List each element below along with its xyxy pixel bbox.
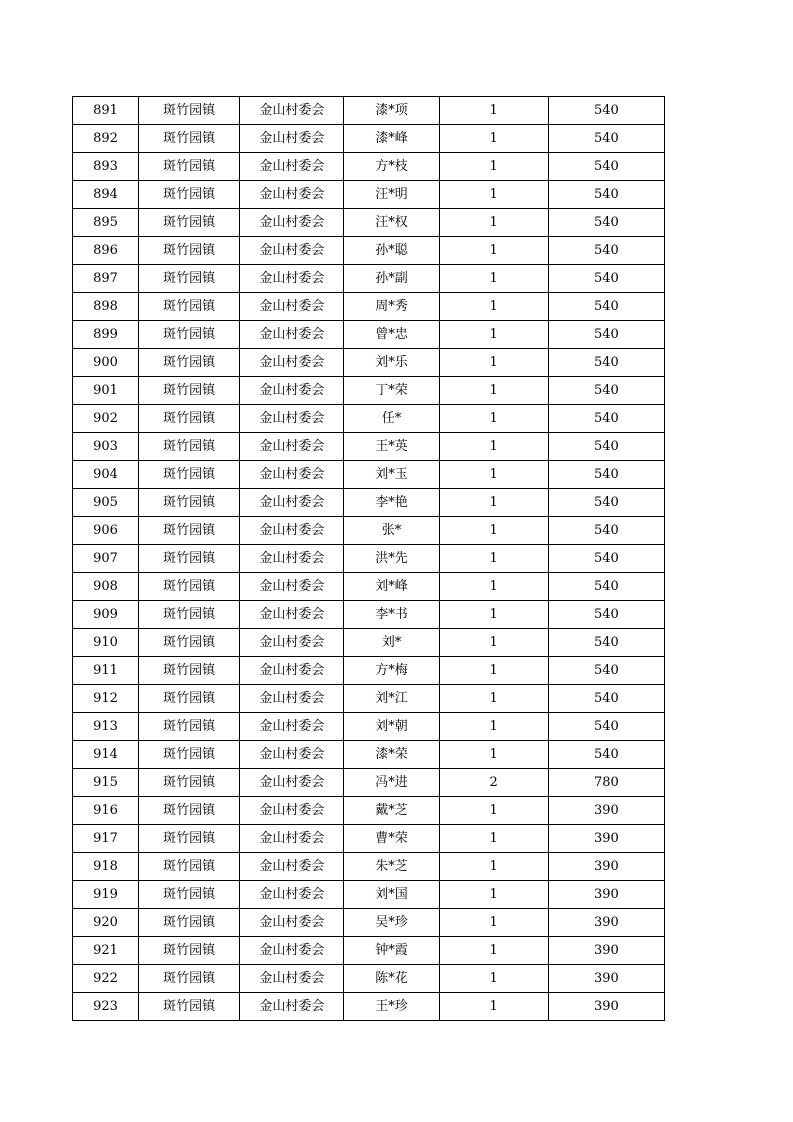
amount-cell: 540 — [548, 461, 664, 489]
amount-cell: 390 — [548, 993, 664, 1021]
row-number-cell: 911 — [73, 657, 139, 685]
amount-cell: 540 — [548, 293, 664, 321]
count-cell: 1 — [439, 713, 548, 741]
count-cell: 1 — [439, 629, 548, 657]
table-row — [73, 685, 665, 713]
row-number-cell: 918 — [73, 853, 139, 881]
village-cell: 金山村委会 — [240, 629, 344, 657]
town-cell: 斑竹园镇 — [139, 629, 240, 657]
village-cell: 金山村委会 — [240, 993, 344, 1021]
count-cell: 1 — [439, 685, 548, 713]
count-cell: 1 — [439, 601, 548, 629]
count-cell: 1 — [439, 433, 548, 461]
village-cell: 金山村委会 — [240, 909, 344, 937]
town-cell: 斑竹园镇 — [139, 937, 240, 965]
town-cell: 斑竹园镇 — [139, 97, 240, 125]
name-cell: 汪*明 — [344, 181, 439, 209]
count-cell: 1 — [439, 573, 548, 601]
row-number-cell: 922 — [73, 965, 139, 993]
table-row — [73, 601, 665, 629]
name-cell: 洪*先 — [344, 545, 439, 573]
name-cell: 漆*荣 — [344, 741, 439, 769]
count-cell: 1 — [439, 909, 548, 937]
row-number-cell: 912 — [73, 685, 139, 713]
village-cell: 金山村委会 — [240, 461, 344, 489]
count-cell: 1 — [439, 461, 548, 489]
amount-cell: 540 — [548, 349, 664, 377]
town-cell: 斑竹园镇 — [139, 797, 240, 825]
table-row — [73, 181, 665, 209]
amount-cell: 540 — [548, 237, 664, 265]
table-row — [73, 965, 665, 993]
table-row — [73, 713, 665, 741]
count-cell: 1 — [439, 153, 548, 181]
count-cell: 1 — [439, 209, 548, 237]
amount-cell: 390 — [548, 937, 664, 965]
row-number-cell: 891 — [73, 97, 139, 125]
row-number-cell: 904 — [73, 461, 139, 489]
row-number-cell: 895 — [73, 209, 139, 237]
count-cell: 1 — [439, 881, 548, 909]
name-cell: 刘*玉 — [344, 461, 439, 489]
table-row — [73, 125, 665, 153]
row-number-cell: 919 — [73, 881, 139, 909]
name-cell: 刘*乐 — [344, 349, 439, 377]
town-cell: 斑竹园镇 — [139, 685, 240, 713]
amount-cell: 390 — [548, 881, 664, 909]
town-cell: 斑竹园镇 — [139, 881, 240, 909]
row-number-cell: 898 — [73, 293, 139, 321]
table-row — [73, 629, 665, 657]
name-cell: 王*珍 — [344, 993, 439, 1021]
town-cell: 斑竹园镇 — [139, 657, 240, 685]
village-cell: 金山村委会 — [240, 797, 344, 825]
village-cell: 金山村委会 — [240, 405, 344, 433]
name-cell: 漆*项 — [344, 97, 439, 125]
village-cell: 金山村委会 — [240, 713, 344, 741]
count-cell: 1 — [439, 181, 548, 209]
row-number-cell: 905 — [73, 489, 139, 517]
amount-cell: 540 — [548, 601, 664, 629]
village-cell: 金山村委会 — [240, 517, 344, 545]
village-cell: 金山村委会 — [240, 265, 344, 293]
amount-cell: 540 — [548, 405, 664, 433]
village-cell: 金山村委会 — [240, 685, 344, 713]
row-number-cell: 899 — [73, 321, 139, 349]
town-cell: 斑竹园镇 — [139, 517, 240, 545]
table-row — [73, 741, 665, 769]
amount-cell: 540 — [548, 489, 664, 517]
amount-cell: 540 — [548, 517, 664, 545]
data-table — [72, 96, 665, 1021]
count-cell: 1 — [439, 349, 548, 377]
row-number-cell: 921 — [73, 937, 139, 965]
town-cell: 斑竹园镇 — [139, 909, 240, 937]
count-cell: 1 — [439, 293, 548, 321]
amount-cell: 540 — [548, 741, 664, 769]
row-number-cell: 920 — [73, 909, 139, 937]
table-row — [73, 97, 665, 125]
name-cell: 吴*珍 — [344, 909, 439, 937]
name-cell: 孙*副 — [344, 265, 439, 293]
table-row — [73, 433, 665, 461]
town-cell: 斑竹园镇 — [139, 573, 240, 601]
amount-cell: 390 — [548, 797, 664, 825]
town-cell: 斑竹园镇 — [139, 209, 240, 237]
town-cell: 斑竹园镇 — [139, 965, 240, 993]
count-cell: 1 — [439, 965, 548, 993]
table-row — [73, 489, 665, 517]
amount-cell: 540 — [548, 153, 664, 181]
amount-cell: 540 — [548, 433, 664, 461]
village-cell: 金山村委会 — [240, 377, 344, 405]
row-number-cell: 910 — [73, 629, 139, 657]
village-cell: 金山村委会 — [240, 741, 344, 769]
count-cell: 1 — [439, 853, 548, 881]
row-number-cell: 900 — [73, 349, 139, 377]
name-cell: 汪*权 — [344, 209, 439, 237]
row-number-cell: 923 — [73, 993, 139, 1021]
amount-cell: 540 — [548, 713, 664, 741]
amount-cell: 540 — [548, 545, 664, 573]
row-number-cell: 892 — [73, 125, 139, 153]
town-cell: 斑竹园镇 — [139, 489, 240, 517]
village-cell: 金山村委会 — [240, 601, 344, 629]
count-cell: 1 — [439, 545, 548, 573]
row-number-cell: 896 — [73, 237, 139, 265]
row-number-cell: 893 — [73, 153, 139, 181]
name-cell: 丁*荣 — [344, 377, 439, 405]
village-cell: 金山村委会 — [240, 153, 344, 181]
count-cell: 1 — [439, 993, 548, 1021]
amount-cell: 540 — [548, 125, 664, 153]
town-cell: 斑竹园镇 — [139, 181, 240, 209]
town-cell: 斑竹园镇 — [139, 433, 240, 461]
table-row — [73, 657, 665, 685]
town-cell: 斑竹园镇 — [139, 825, 240, 853]
amount-cell: 540 — [548, 209, 664, 237]
village-cell: 金山村委会 — [240, 769, 344, 797]
amount-cell: 540 — [548, 265, 664, 293]
table-row — [73, 461, 665, 489]
row-number-cell: 917 — [73, 825, 139, 853]
amount-cell: 390 — [548, 825, 664, 853]
row-number-cell: 906 — [73, 517, 139, 545]
count-cell: 1 — [439, 797, 548, 825]
amount-cell: 540 — [548, 685, 664, 713]
village-cell: 金山村委会 — [240, 489, 344, 517]
row-number-cell: 908 — [73, 573, 139, 601]
village-cell: 金山村委会 — [240, 965, 344, 993]
name-cell: 刘*国 — [344, 881, 439, 909]
count-cell: 1 — [439, 937, 548, 965]
row-number-cell: 894 — [73, 181, 139, 209]
count-cell: 1 — [439, 97, 548, 125]
table-row — [73, 237, 665, 265]
village-cell: 金山村委会 — [240, 293, 344, 321]
count-cell: 1 — [439, 517, 548, 545]
table-row — [73, 993, 665, 1021]
town-cell: 斑竹园镇 — [139, 125, 240, 153]
row-number-cell: 915 — [73, 769, 139, 797]
village-cell: 金山村委会 — [240, 209, 344, 237]
amount-cell: 540 — [548, 629, 664, 657]
name-cell: 王*英 — [344, 433, 439, 461]
table-row — [73, 937, 665, 965]
amount-cell: 390 — [548, 853, 664, 881]
row-number-cell: 909 — [73, 601, 139, 629]
town-cell: 斑竹园镇 — [139, 349, 240, 377]
town-cell: 斑竹园镇 — [139, 321, 240, 349]
town-cell: 斑竹园镇 — [139, 461, 240, 489]
name-cell: 曾*忠 — [344, 321, 439, 349]
town-cell: 斑竹园镇 — [139, 853, 240, 881]
table-row — [73, 545, 665, 573]
count-cell: 1 — [439, 321, 548, 349]
town-cell: 斑竹园镇 — [139, 545, 240, 573]
row-number-cell: 901 — [73, 377, 139, 405]
amount-cell: 540 — [548, 321, 664, 349]
amount-cell: 540 — [548, 97, 664, 125]
table-row — [73, 573, 665, 601]
town-cell: 斑竹园镇 — [139, 713, 240, 741]
count-cell: 1 — [439, 377, 548, 405]
table-row — [73, 321, 665, 349]
amount-cell: 540 — [548, 377, 664, 405]
table-row — [73, 517, 665, 545]
name-cell: 曹*荣 — [344, 825, 439, 853]
row-number-cell: 907 — [73, 545, 139, 573]
name-cell: 刘* — [344, 629, 439, 657]
table-row — [73, 405, 665, 433]
village-cell: 金山村委会 — [240, 125, 344, 153]
name-cell: 张* — [344, 517, 439, 545]
table-row — [73, 349, 665, 377]
amount-cell: 540 — [548, 181, 664, 209]
row-number-cell: 897 — [73, 265, 139, 293]
town-cell: 斑竹园镇 — [139, 993, 240, 1021]
name-cell: 孙*聪 — [344, 237, 439, 265]
town-cell: 斑竹园镇 — [139, 601, 240, 629]
table-row — [73, 153, 665, 181]
table-row — [73, 881, 665, 909]
row-number-cell: 903 — [73, 433, 139, 461]
table-row — [73, 825, 665, 853]
name-cell: 任* — [344, 405, 439, 433]
table-row — [73, 209, 665, 237]
name-cell: 钟*霞 — [344, 937, 439, 965]
town-cell: 斑竹园镇 — [139, 265, 240, 293]
town-cell: 斑竹园镇 — [139, 405, 240, 433]
table-body — [73, 97, 665, 1021]
village-cell: 金山村委会 — [240, 881, 344, 909]
name-cell: 刘*江 — [344, 685, 439, 713]
village-cell: 金山村委会 — [240, 349, 344, 377]
town-cell: 斑竹园镇 — [139, 741, 240, 769]
town-cell: 斑竹园镇 — [139, 377, 240, 405]
row-number-cell: 914 — [73, 741, 139, 769]
name-cell: 李*艳 — [344, 489, 439, 517]
count-cell: 1 — [439, 825, 548, 853]
name-cell: 漆*峰 — [344, 125, 439, 153]
row-number-cell: 916 — [73, 797, 139, 825]
table-row — [73, 853, 665, 881]
village-cell: 金山村委会 — [240, 825, 344, 853]
count-cell: 1 — [439, 237, 548, 265]
town-cell: 斑竹园镇 — [139, 769, 240, 797]
amount-cell: 390 — [548, 965, 664, 993]
table-row — [73, 797, 665, 825]
table-row — [73, 293, 665, 321]
amount-cell: 540 — [548, 657, 664, 685]
count-cell: 1 — [439, 405, 548, 433]
count-cell: 1 — [439, 741, 548, 769]
village-cell: 金山村委会 — [240, 937, 344, 965]
name-cell: 陈*花 — [344, 965, 439, 993]
town-cell: 斑竹园镇 — [139, 237, 240, 265]
name-cell: 刘*峰 — [344, 573, 439, 601]
row-number-cell: 902 — [73, 405, 139, 433]
village-cell: 金山村委会 — [240, 573, 344, 601]
village-cell: 金山村委会 — [240, 657, 344, 685]
amount-cell: 540 — [548, 573, 664, 601]
table-row — [73, 377, 665, 405]
name-cell: 方*枝 — [344, 153, 439, 181]
name-cell: 周*秀 — [344, 293, 439, 321]
table-row — [73, 265, 665, 293]
village-cell: 金山村委会 — [240, 545, 344, 573]
name-cell: 李*书 — [344, 601, 439, 629]
row-number-cell: 913 — [73, 713, 139, 741]
village-cell: 金山村委会 — [240, 321, 344, 349]
count-cell: 1 — [439, 489, 548, 517]
town-cell: 斑竹园镇 — [139, 293, 240, 321]
name-cell: 戴*芝 — [344, 797, 439, 825]
table-row — [73, 909, 665, 937]
name-cell: 方*梅 — [344, 657, 439, 685]
village-cell: 金山村委会 — [240, 433, 344, 461]
table-row — [73, 769, 665, 797]
name-cell: 冯*进 — [344, 769, 439, 797]
village-cell: 金山村委会 — [240, 97, 344, 125]
amount-cell: 780 — [548, 769, 664, 797]
village-cell: 金山村委会 — [240, 181, 344, 209]
town-cell: 斑竹园镇 — [139, 153, 240, 181]
name-cell: 刘*朝 — [344, 713, 439, 741]
count-cell: 1 — [439, 657, 548, 685]
amount-cell: 390 — [548, 909, 664, 937]
village-cell: 金山村委会 — [240, 853, 344, 881]
village-cell: 金山村委会 — [240, 237, 344, 265]
count-cell: 1 — [439, 265, 548, 293]
count-cell: 1 — [439, 125, 548, 153]
count-cell: 2 — [439, 769, 548, 797]
name-cell: 朱*芝 — [344, 853, 439, 881]
